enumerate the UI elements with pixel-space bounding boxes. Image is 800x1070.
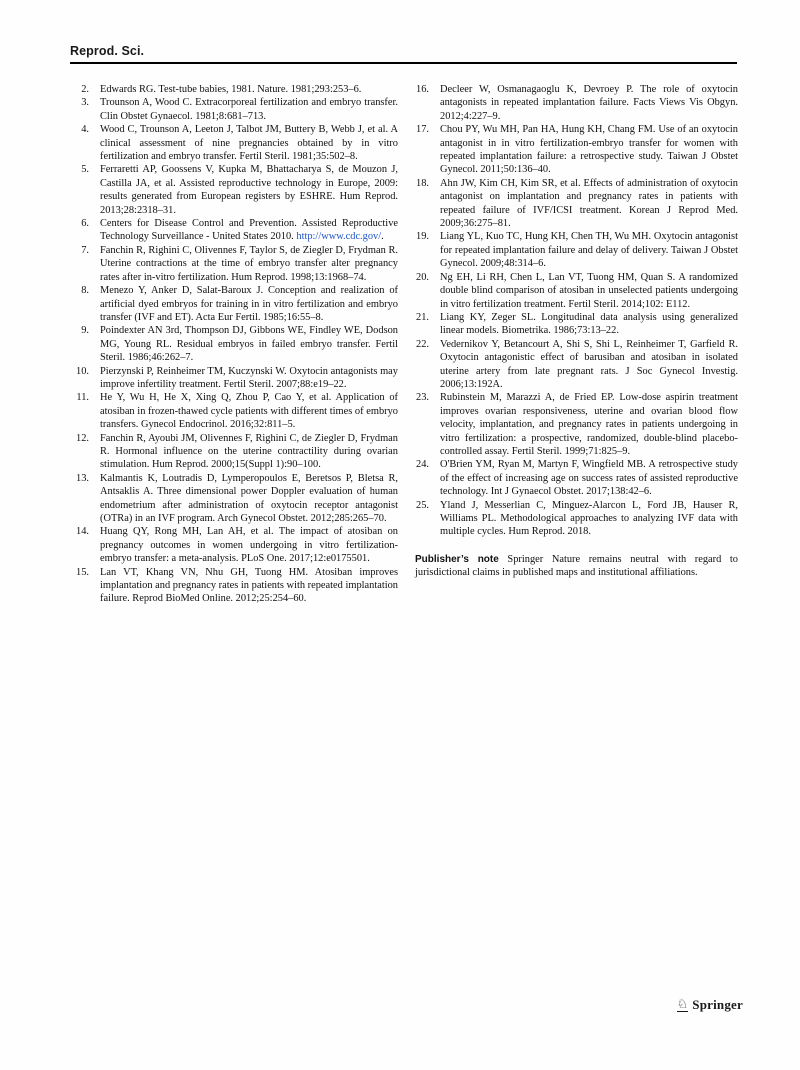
references-section (75, 83, 738, 606)
reference-item (75, 217, 398, 244)
springer-knight-icon: ♘ (676, 997, 689, 1012)
reference-text: Ahn JW, Kim CH, Kim SR, et al. Effects of administration of oxytocin antagonist on implantation and pregnancy rates in patients with repeated failure of IVF/ICSI treatment. Korean J Reprod Med. 2009;36:275–81. (440, 177, 738, 230)
reference-number: 23. (416, 392, 429, 404)
reference-number: 14. (76, 526, 89, 538)
reference-number: 6. (81, 218, 89, 230)
publishers-note-label: Publisher’s note (415, 553, 499, 565)
reference-number: 13. (76, 472, 89, 484)
reference-text: Menezo Y, Anker D, Salat-Baroux J. Conception and realization of artificial dyed embryos for training in in vitro fertilization and embryo transfer (IVF and ET). Acta Eur Fertil. 1985;16:55–8. (100, 285, 398, 323)
reference-number: 4. (81, 124, 89, 136)
reference-item (415, 123, 738, 177)
reference-item (75, 365, 398, 392)
reference-text: Wood C, Trounson A, Leeton J, Talbot JM, Buttery B, Webb J, et al. A clinical assessment of nine pregnancies obtained by in vitro fertilization and embryo transfer. Fertil Steril. 1981;35:502–8. (100, 124, 398, 163)
reference-text: Trounson A, Wood C. Extracorporeal fertilization and embryo transfer. Clin Obstet Gynaecol. 1981;8:681–713. (100, 97, 398, 122)
reference-number: 16. (416, 84, 429, 95)
reference-item (75, 391, 398, 431)
springer-logo (677, 997, 743, 1013)
reference-list-right (415, 83, 738, 539)
reference-text: Centers for Disease Control and Prevention. Assisted Reproductive Technology Surveillance - United States 2010. http://www.cdc.gov/. (100, 218, 398, 243)
reference-text: Kalmantis K, Loutradis D, Lymperopoulos E, Beretsos P, Bletsa R, Antsaklis A. Three dimensional power Doppler evaluation of human endometrium after administration of oxytocin receptor antagonist (OTRa) in an IVF program. Arch Gynecol Obstet. 2012;285:265–70. (100, 472, 398, 524)
references-column-right (415, 83, 738, 606)
reference-number: 9. (81, 325, 89, 337)
journal-running-head: Reprod. Sci. (70, 44, 145, 58)
reference-item (75, 163, 398, 217)
references-column-left (75, 83, 398, 606)
reference-number: 22. (416, 338, 429, 350)
reference-text: Decleer W, Osmanagaoglu K, Devroey P. The role of oxytocin antagonists in repeated implantation failure. Facts Views Vis Obgyn. 2012;4:227–9. (440, 84, 738, 122)
reference-item (415, 499, 738, 539)
reference-text: Yland J, Messerlian C, Minguez-Alarcon L, Ford JB, Hauser R, Williams PL. Methodological approaches to analyzing IVF data with multiple cycles. Hum Reprod. 2018. (440, 499, 738, 538)
reference-number: 21. (416, 311, 429, 323)
reference-item (415, 458, 738, 498)
reference-text: Poindexter AN 3rd, Thompson DJ, Gibbons WE, Findley WE, Dodson MG, Young RL. Residual embryos in failed embryo transfer. Fertil Steril. 1986;46:262–7. (100, 325, 398, 364)
reference-text: Chou PY, Wu MH, Pan HA, Hung KH, Chang FM. Use of an oxytocin antagonist in in vitro fertilization-embryo transfer for women with repeated implantation failure: a retrospective study. Taiwan J Obstet Gynecol. 2011;50:136–40. (440, 124, 738, 176)
reference-item (75, 96, 398, 123)
reference-text: Ferraretti AP, Goossens V, Kupka M, Bhattacharya S, de Mouzon J, Castilla JA, et al. Assisted reproductive technology in Europe, 2009: results generated from European registers by ESHRE. Hum Reprod. 2013;28:2318–31. (100, 164, 398, 216)
reference-list-left (75, 83, 398, 606)
reference-number: 8. (81, 285, 89, 297)
reference-text: Lan VT, Khang VN, Nhu GH, Tuong HM. Atosiban improves implantation and pregnancy rates in patients with repeated implantation failure. Reprod BioMed Online. 2012;25:254–60. (100, 566, 398, 605)
reference-item (415, 177, 738, 231)
reference-number: 7. (81, 244, 89, 256)
reference-text: Pierzynski P, Reinheimer TM, Kuczynski W. Oxytocin antagonists may improve infertility treatment. Fertil Steril. 2007;88:e19–22. (100, 365, 398, 390)
publishers-note-text: Springer Nature remains neutral with regard to jurisdictional claims in published maps and institutional affiliations. (415, 553, 738, 579)
reference-text: Edwards RG. Test-tube babies, 1981. Nature. 1981;293:253–6. (100, 84, 362, 95)
reference-number: 2. (81, 84, 89, 95)
reference-item (415, 230, 738, 270)
reference-text: Rubinstein M, Marazzi A, de Fried EP. Low-dose aspirin treatment improves ovarian responsiveness, uterine and ovarian blood flow velocity, implantation, and pregnancy rates in patients undergoing in vitro fertilization: a prospective, randomized, double-blind placebo-controlled assay. Fertil Steril. 1999;71:825–9. (440, 392, 738, 457)
reference-number: 3. (81, 97, 89, 109)
reference-text: Vedernikov Y, Betancourt A, Shi S, Shi L, Reinheimer T, Garfield R. Oxytocin antagonistic effect of barusiban and atosiban in isolated uterine artery from late pregnant rats. J Soc Gynecol Investig. 2006;13:192A. (440, 338, 738, 390)
reference-item (75, 324, 398, 364)
reference-number: 24. (416, 459, 429, 471)
reference-item (75, 123, 398, 163)
reference-number: 12. (76, 432, 89, 444)
reference-number: 11. (76, 392, 89, 404)
header-rule (70, 62, 737, 64)
reference-number: 25. (416, 499, 429, 511)
reference-text: Liang YL, Kuo TC, Hung KH, Chen TH, Wu MH. Oxytocin antagonist for repeated implantation failure and delay of delivery. Taiwan J Obstet Gynecol. 2009;48:314–6. (440, 231, 738, 270)
reference-item (75, 566, 398, 606)
reference-item (415, 391, 738, 458)
reference-item (75, 472, 398, 526)
reference-number: 18. (416, 177, 429, 189)
reference-text: Liang KY, Zeger SL. Longitudinal data analysis using generalized linear models. Biometrika. 1986;73:13–22. (440, 311, 738, 337)
publishers-note (415, 553, 738, 580)
reference-number: 10. (76, 365, 89, 377)
reference-text: He Y, Wu H, He X, Xing Q, Zhou P, Cao Y, et al. Application of atosiban in frozen-thawed cycle patients with different times of embryo transfers. Gynecol Endocrinol. 2016;32:811–5. (100, 392, 398, 431)
reference-item (415, 83, 738, 123)
reference-item (75, 83, 398, 96)
reference-number: 20. (416, 271, 429, 283)
reference-item (75, 284, 398, 324)
springer-wordmark: Springer (692, 997, 743, 1012)
reference-number: 17. (416, 124, 429, 136)
reference-item (75, 525, 398, 565)
reference-item (415, 311, 738, 338)
reference-item (75, 244, 398, 284)
reference-item (75, 432, 398, 472)
reference-text: Fanchin R, Ayoubi JM, Olivennes F, Righini C, de Ziegler D, Frydman R. Hormonal influence on the uterine contractility during ovarian stimulation. Hum Reprod. 2000;15(Suppl 1):90–100. (100, 432, 398, 471)
reference-text: O'Brien YM, Ryan M, Martyn F, Wingfield MB. A retrospective study of the effect of increasing age on success rates of assisted reproductive technology. Int J Gynaecol Obstet. 2017;138:42–6. (440, 459, 738, 498)
reference-link[interactable]: http://www.cdc.gov/ (296, 231, 382, 243)
reference-text: Huang QY, Rong MH, Lan AH, et al. The impact of atosiban on pregnancy outcomes in women undergoing in vitro fertilization-embryo transfer: a meta-analysis. PLoS One. 2017;12:e0175501. (100, 526, 398, 565)
reference-item (415, 338, 738, 392)
reference-number: 15. (76, 566, 89, 578)
reference-item (415, 271, 738, 311)
reference-number: 5. (81, 164, 89, 176)
reference-text: Ng EH, Li RH, Chen L, Lan VT, Tuong HM, Quan S. A randomized double blind comparison of atosiban in unselected patients undergoing in vitro fertilization treatment. Fertil Steril. 2014;102: E112. (440, 271, 738, 310)
reference-number: 19. (416, 231, 429, 243)
reference-text: Fanchin R, Righini C, Olivennes F, Taylor S, de Ziegler D, Frydman R. Uterine contractions at the time of embryo transfer alter pregnancy rates after in-vitro fertilization. Hum Reprod. 1998;13:1968–74. (100, 244, 398, 283)
